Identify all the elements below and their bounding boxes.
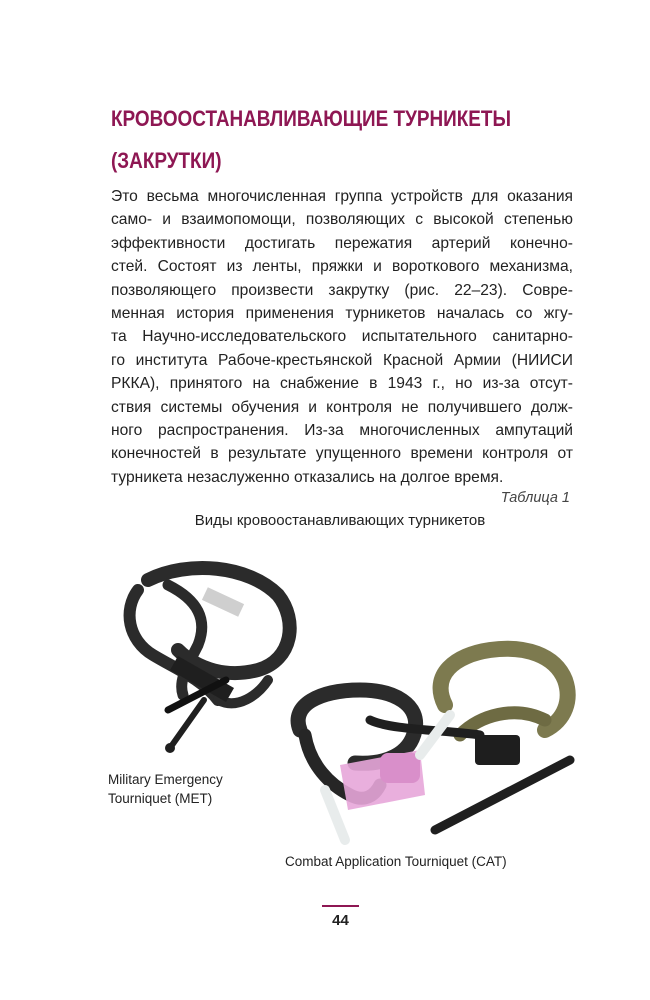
- section-heading: [111, 98, 511, 182]
- table-number: Таблица 1: [500, 490, 570, 506]
- paragraph-line: менная история применения турникетов началась со жгу-: [111, 305, 573, 323]
- paragraph-line: го института Рабоче-крестьянской Красной Армии (НИИСИ: [111, 351, 573, 369]
- paragraph-line: ствия системы обучения и контроля не получившего долж-: [111, 398, 573, 416]
- met-caption: [108, 770, 223, 808]
- met-tourniquet-photo: [108, 560, 308, 765]
- paragraph-line: эффективности достигать пережатия артерий конечно-: [111, 234, 573, 252]
- paragraph-line: конечностей в результате упущенного времени контроля от: [111, 445, 573, 463]
- paragraph-line: та Научно-исследовательского испытательного санитарно-: [111, 328, 573, 346]
- table-title: Виды кровоостанавливающих турникетов: [194, 512, 486, 529]
- met-caption-line2: Tourniquet (MET): [108, 791, 213, 806]
- cat-tourniquet-photo: [280, 635, 580, 850]
- paragraph-line: Это весьма многочисленная группа устройств для оказания: [111, 188, 573, 205]
- section-heading-line2: (ЗАКРУТКИ): [111, 148, 222, 173]
- paragraph-line: позволяющего произвести закрутку (рис. 22–23). Совре-: [111, 281, 573, 299]
- paragraph-line: стей. Состоят из ленты, пряжки и вороткового механизма,: [111, 258, 573, 276]
- paragraph-line: турникета незаслуженно отказались на долгое время.: [111, 468, 504, 486]
- page-number: 44: [332, 912, 349, 929]
- paragraph-line: ного распространения. Из-за многочисленных ампутаций: [111, 422, 573, 440]
- section-heading-line1: КРОВООСТАНАВЛИВАЮЩИЕ ТУРНИКЕТЫ: [111, 106, 511, 131]
- body-paragraph: [111, 185, 573, 489]
- cat-caption: Combat Application Tourniquet (CAT): [285, 854, 507, 869]
- paragraph-line: само- и взаимопомощи, позволяющих с высокой степенью: [111, 211, 573, 229]
- page-number-rule: [322, 905, 359, 907]
- met-caption-line1: Military Emergency: [108, 772, 223, 787]
- paragraph-line: РККА), принятого на снабжение в 1943 г., но из-за отсут-: [111, 375, 573, 393]
